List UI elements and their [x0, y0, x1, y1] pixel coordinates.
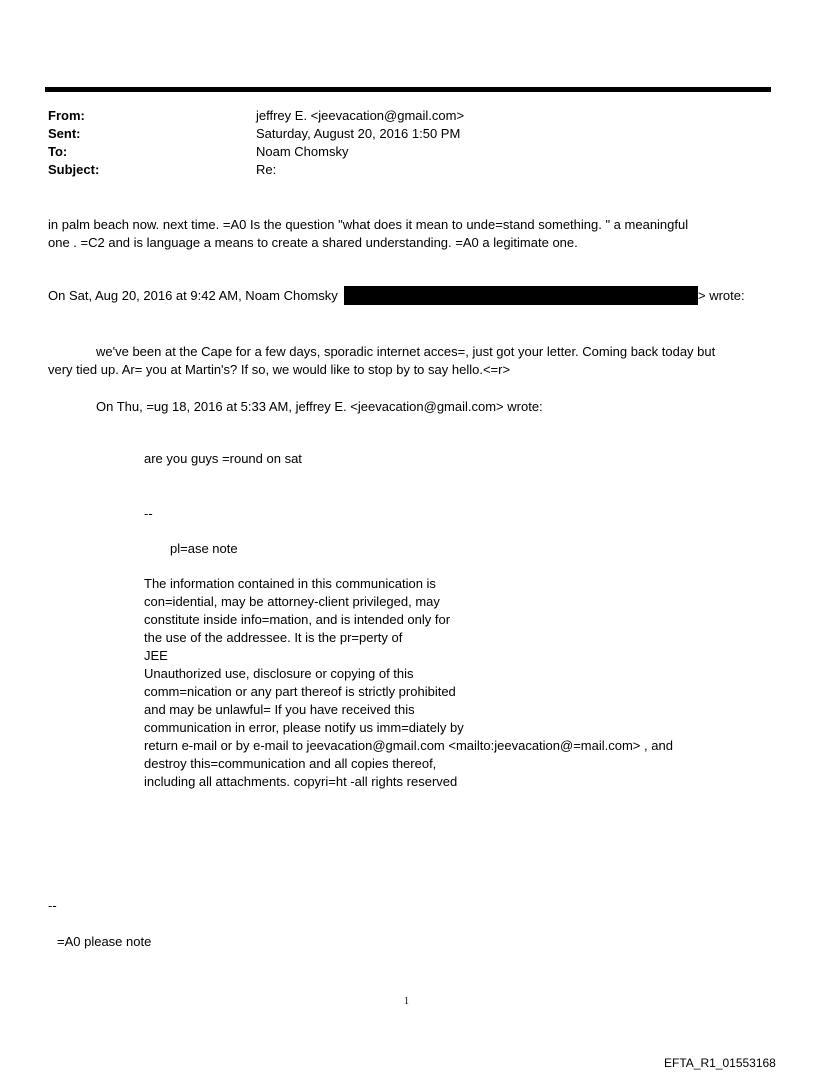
sent-value: Saturday, August 20, 2016 1:50 PM	[256, 126, 461, 141]
to-value: Noam Chomsky	[256, 144, 349, 159]
disclaimer-line: Unauthorized use, disclosure or copying of this	[144, 666, 414, 681]
document-id: EFTA_R1_01553168	[664, 1056, 776, 1070]
reply-header-2: On Thu, =ug 18, 2016 at 5:33 AM, jeffrey E. <jeevacation@gmail.com> wrote:	[96, 399, 543, 414]
disclaimer-line: con=idential, may be attorney-client privileged, may	[144, 594, 440, 609]
footer-note: =A0 please note	[57, 934, 152, 949]
quote-1-line-2: very tied up. Ar= you at Martin's? If so, we would like to stop by to say hello.<=r>	[48, 362, 511, 377]
header-rule	[45, 87, 771, 92]
from-value: jeffrey E. <jeevacation@gmail.com>	[256, 108, 465, 123]
disclaimer-line: including all attachments. copyri=ht -all rights reserved	[144, 774, 458, 789]
disclaimer-line: The information contained in this communication is	[144, 576, 436, 591]
signature-note: pl=ase note	[170, 541, 238, 556]
disclaimer-line: the use of the addressee. It is the pr=perty of	[144, 630, 403, 645]
disclaimer-line: constitute inside info=mation, and is intended only for	[144, 612, 451, 627]
disclaimer-line: JEE	[144, 648, 168, 663]
quote-2: are you guys =round on sat	[144, 451, 302, 466]
disclaimer-line: destroy this=communication and all copies thereof,	[144, 756, 437, 771]
reply-header-1: On Sat, Aug 20, 2016 at 9:42 AM, Noam Chomsky	[48, 288, 338, 303]
quote-1-line-1: we've been at the Cape for a few days, sporadic internet acces=, just got your letter. Coming back today but	[96, 344, 716, 359]
signature-separator: --	[144, 506, 153, 521]
disclaimer-line: return e-mail or by e-mail to jeevacation@gmail.com <mailto:jeevacation@=mail.com> , and	[144, 738, 673, 753]
redaction-box	[344, 286, 698, 305]
from-label: From:	[48, 108, 85, 123]
subject-value: Re:	[256, 162, 277, 177]
body-line-1: in palm beach now. next time. =A0 Is the question "what does it mean to unde=stand something. " a meaningful	[48, 217, 689, 232]
page-number: 1	[404, 996, 409, 1007]
disclaimer-line: communication in error, please notify us imm=diately by	[144, 720, 464, 735]
to-label: To:	[48, 144, 68, 159]
body-line-2: one . =C2 and is language a means to create a shared understanding. =A0 a legitimate one.	[48, 235, 578, 250]
disclaimer-line: comm=nication or any part thereof is strictly prohibited	[144, 684, 456, 699]
reply-header-1-suffix: > wrote:	[698, 288, 745, 303]
disclaimer-line: and may be unlawful= If you have received this	[144, 702, 415, 717]
subject-label: Subject:	[48, 162, 100, 177]
sent-label: Sent:	[48, 126, 81, 141]
footer-separator: --	[48, 898, 57, 913]
